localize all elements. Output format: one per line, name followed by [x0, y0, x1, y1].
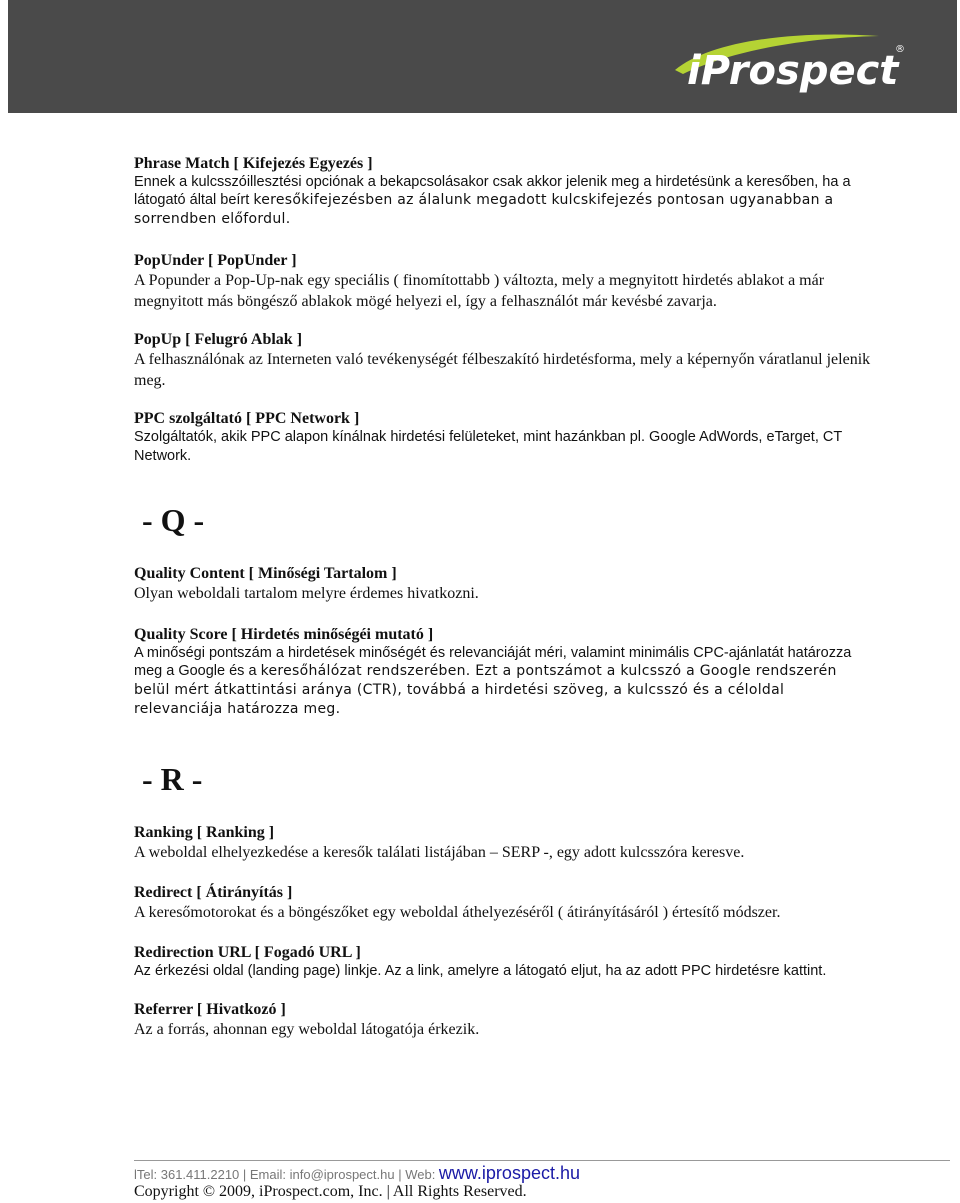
- definition-part-1: A minőségi pontszám a hirdetések minőségét és relevanciáját méri, valamint minimális CPC-ajánlatát határozza meg a Google és a: [134, 645, 852, 679]
- iprospect-logo-graphic: [669, 24, 909, 96]
- footer-contact: [134, 1163, 580, 1184]
- term-definition: [134, 173, 874, 229]
- term-title: PPC szolgáltató [ PPC Network ]: [134, 410, 360, 427]
- term-title: Redirect [ Átirányítás ]: [134, 884, 293, 901]
- term-definition: A felhasználónak az Interneten való tevékenységét félbeszakító hirdetésforma, mely a képernyőn váratlanul jelenik meg.: [134, 351, 871, 389]
- entry-ppc-network: [134, 409, 874, 466]
- footer-contact-text: lTel: 361.411.2210 | Email: info@iprospect.hu | Web:: [134, 1167, 439, 1182]
- definition-part-1: Ennek a kulcsszóillesztési opciónak a bekapcsolásakor csak akkor jelenik meg a hirdetésünk a keresőben, ha a látogató által beírt: [134, 174, 851, 208]
- footer-divider: [134, 1160, 950, 1161]
- header-bar: [8, 0, 957, 113]
- term-definition: A keresőmotorokat és a böngészőket egy weboldal áthelyezéséről ( átirányításáról ) értesítő módszer.: [134, 904, 781, 921]
- term-title: PopUnder [ PopUnder ]: [134, 252, 297, 269]
- entry-ranking: [134, 823, 874, 863]
- logo-registered-mark: ®: [895, 44, 905, 55]
- glossary-content: [134, 154, 874, 1040]
- term-title: Quality Content [ Minőségi Tartalom ]: [134, 565, 397, 582]
- term-definition: [134, 644, 874, 719]
- entry-redirect: [134, 883, 874, 923]
- entry-redirection-url: [134, 943, 874, 980]
- footer-web-link[interactable]: www.iprospect.hu: [438, 1163, 580, 1183]
- term-title: Ranking [ Ranking ]: [134, 824, 275, 841]
- term-definition: A Popunder a Pop-Up-nak egy speciális ( finomítottabb ) változta, mely a megnyitott hirdetés ablakot a már megnyitott más böngésző ablakok mögé helyezi el, így a felhasználót már kevésbé zavarja.: [134, 272, 825, 310]
- entry-phrase-match: [134, 154, 874, 229]
- section-heading-r: - R -: [142, 761, 203, 797]
- entry-referrer: [134, 1000, 874, 1040]
- footer-copyright: Copyright © 2009, iProspect.com, Inc. | All Rights Reserved.: [134, 1183, 527, 1200]
- term-definition: Olyan weboldali tartalom melyre érdemes hivatkozni.: [134, 585, 479, 602]
- entry-quality-score: [134, 625, 874, 719]
- iprospect-logo: [669, 24, 909, 96]
- term-definition: Az a forrás, ahonnan egy weboldal látogatója érkezik.: [134, 1021, 480, 1038]
- entry-popup: [134, 330, 874, 391]
- definition-part-2: keresőkifejezésben az álalunk megadott kulcskifejezés pontosan ugyanabban a sorrendben előfordul.: [134, 192, 834, 227]
- term-title: Referrer [ Hivatkozó ]: [134, 1001, 286, 1018]
- term-title: PopUp [ Felugró Ablak ]: [134, 331, 303, 348]
- section-heading-q: - Q -: [142, 502, 205, 538]
- term-title: Phrase Match [ Kifejezés Egyezés ]: [134, 155, 373, 172]
- term-definition: Az érkezési oldal (landing page) linkje. Az a link, amelyre a látogató eljut, ha az adott PPC hirdetésre kattint.: [134, 963, 827, 979]
- term-definition: Szolgáltatók, akik PPC alapon kínálnak hirdetési felületeket, mint hazánkban pl. Google AdWords, eTarget, CT Network.: [134, 429, 842, 464]
- definition-part-2: keresőhálózat rendszerében. Ezt a pontszámot a kulcsszó a Google rendszerén belül mért átkattintási aránya (CTR), továbbá a hirdetési szöveg, a kulcsszó és a céloldal relevanciája határozza meg.: [134, 663, 837, 717]
- logo-wordmark: iProspect: [687, 48, 899, 94]
- term-definition: A weboldal elhelyezkedése a keresők találati listájában – SERP -, egy adott kulcsszóra keresve.: [134, 844, 745, 861]
- term-title: Quality Score [ Hirdetés minőségéi mutató ]: [134, 626, 434, 643]
- entry-popunder: [134, 251, 874, 312]
- entry-quality-content: [134, 564, 874, 604]
- term-title: Redirection URL [ Fogadó URL ]: [134, 944, 361, 961]
